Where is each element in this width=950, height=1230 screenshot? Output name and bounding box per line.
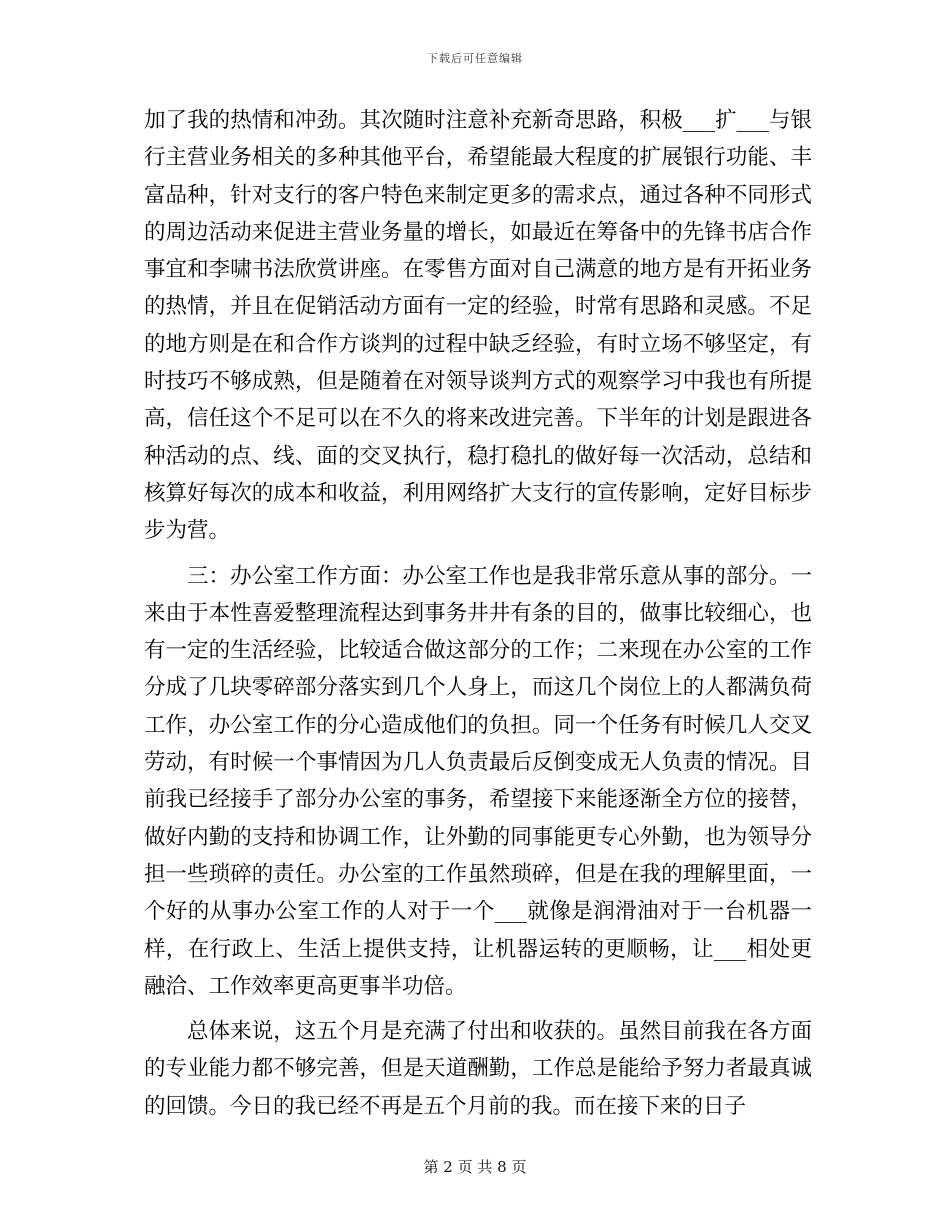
document-body	[144, 102, 812, 1125]
paragraph-continued-retail: 加了我的热情和冲劲。其次随时注意补充新奇思路，积极___扩___与银行主营业务相关的多种其他平台，希望能最大程度的扩展银行功能、丰富品种，针对支行的客户特色来制定更多的需求点，通过各种不同形式的周边活动来促进主营业务量的增长，如最近在筹备中的先锋书店合作事宜和李啸书法欣赏讲座。在零售方面对自己满意的地方是有开拓业务的热情，并且在促销活动方面有一定的经验，时常有思路和灵感。不足的地方则是在和合作方谈判的过程中缺乏经验，有时立场不够坚定，有时技巧不够成熟，但是随着在对领导谈判方式的观察学习中我也有所提高，信任这个不足可以在不久的将来改进完善。下半年的计划是跟进各种活动的点、线、面的交叉执行，稳打稳扎的做好每一次活动，总结和核算好每次的成本和收益，利用网络扩大支行的宣传影响，定好目标步步为营。	[144, 108, 812, 544]
page-number: 第 2 页 共 8 页	[423, 1158, 527, 1176]
page-header: 下载后可任意编辑	[427, 52, 523, 65]
paragraph-office-work: 三：办公室工作方面：办公室工作也是我非常乐意从事的部分。一来由于本性喜爱整理流程达到事务井井有条的目的，做事比较细心，也有一定的生活经验，比较适合做这部分的工作；二来现在办公室的工作分成了几块零碎部分落实到几个人身上，而这几个岗位上的人都满负荷工作，办公室工作的分心造成他们的负担。同一个任务有时候几人交叉劳动，有时候一个事情因为几人负责最后反倒变成无人负责的情况。目前我已经接手了部分办公室的事务，希望接下来能逐渐全方位的接替，做好内勤的支持和协调工作，让外勤的同事能更专心外勤，也为领导分担一些琐碎的责任。办公室的工作虽然琐碎，但是在我的理解里面，一个好的从事办公室工作的人对于一个___就像是润滑油对于一台机器一样，在行政上、生活上提供支持，让机器运转的更顺畅，让___相处更融洽、工作效率更高更事半功倍。	[144, 563, 812, 999]
paragraph-summary: 总体来说，这五个月是充满了付出和收获的。虽然目前我在各方面的专业能力都不够完善，但是天道酬勤，工作总是能给予努力者最真诚的回馈。今日的我已经不再是五个月前的我。而在接下来的日子	[144, 1019, 812, 1119]
